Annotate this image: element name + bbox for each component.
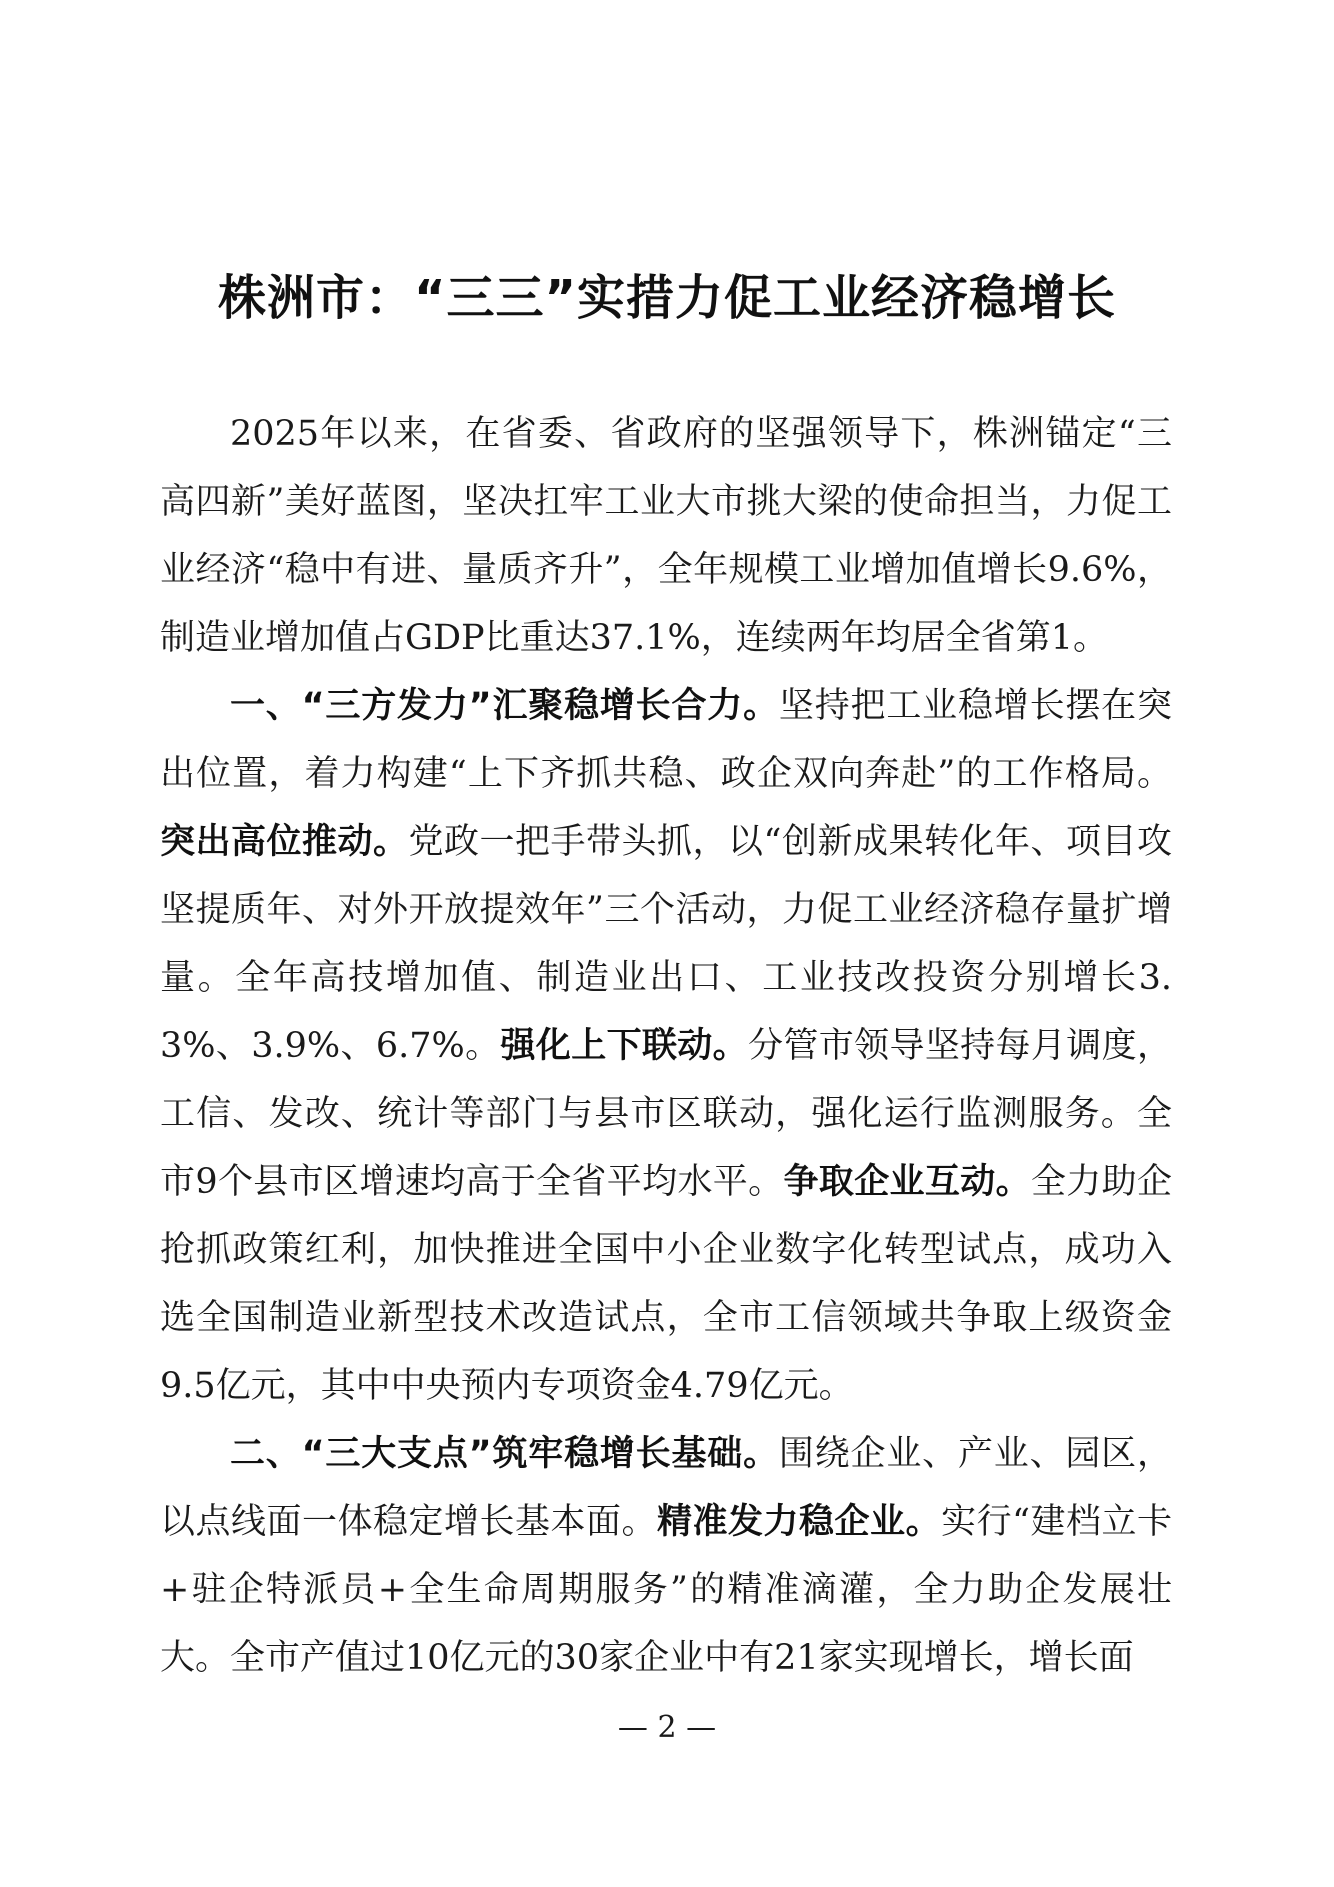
section-1-point-3-title: 争取企业互动。 bbox=[783, 1162, 1031, 1202]
section-1-point-2-text: 分管市领导坚持每月调度，工信、发改、统计等部门与县市区联动，强化运行监测服务。全市9个县市区增速均高于全省平均水平。 bbox=[160, 1026, 1172, 1202]
document-title: 株洲市：“三三”实措力促工业经济稳增长 bbox=[217, 270, 1117, 326]
section-1-heading: 一、“三方发力”汇聚稳增长合力。 bbox=[230, 686, 779, 726]
document-body bbox=[160, 400, 1172, 1692]
intro-paragraph bbox=[160, 400, 1172, 672]
section-1-lead: 坚持把工业稳增长摆在突出位置，着力构建“上下齐抓共稳、政企双向奔赴”的工作格局。 bbox=[160, 686, 1172, 794]
section-2-lead: 围绕企业、产业、园区，以点线面一体稳定增长基本面。 bbox=[160, 1434, 1172, 1542]
section-1-point-1-text: 党政一把手带头抓，以“创新成果转化年、项目攻坚提质年、对外开放提效年”三个活动，力促工业经济稳存量扩增量。全年高技增加值、制造业出口、工业技改投资分别增长3.3%、3.9%、6.7%。 bbox=[160, 822, 1172, 1066]
section-1-paragraph bbox=[160, 672, 1172, 1420]
section-2-point-1-text: 实行“建档立卡+驻企特派员+全生命周期服务”的精准滴灌，全力助企发展壮大。全市产值过10亿元的30家企业中有21家实现增长，增长面 bbox=[160, 1502, 1172, 1678]
section-2-point-1-title: 精准发力稳企业。 bbox=[657, 1502, 942, 1542]
section-1-point-3-text: 全力助企抢抓政策红利，加快推进全国中小企业数字化转型试点，成功入选全国制造业新型技术改造试点，全市工信领域共争取上级资金9.5亿元，其中中央预内专项资金4.79亿元。 bbox=[160, 1162, 1172, 1406]
section-1-point-2-title: 强化上下联动。 bbox=[500, 1026, 749, 1066]
section-2-paragraph bbox=[160, 1420, 1172, 1692]
intro-text: 2025年以来，在省委、省政府的坚强领导下，株洲锚定“三高四新”美好蓝图，坚决扛牢工业大市挑大梁的使命担当，力促工业经济“稳中有进、量质齐升”，全年规模工业增加值增长9.6%，制造业增加值占GDP比重达37.1%，连续两年均居全省第1。 bbox=[160, 414, 1172, 658]
section-1-point-1-title: 突出高位推动。 bbox=[160, 822, 409, 862]
page-number: — 2 — bbox=[617, 1710, 717, 1745]
section-2-heading: 二、“三大支点”筑牢稳增长基础。 bbox=[230, 1434, 779, 1474]
